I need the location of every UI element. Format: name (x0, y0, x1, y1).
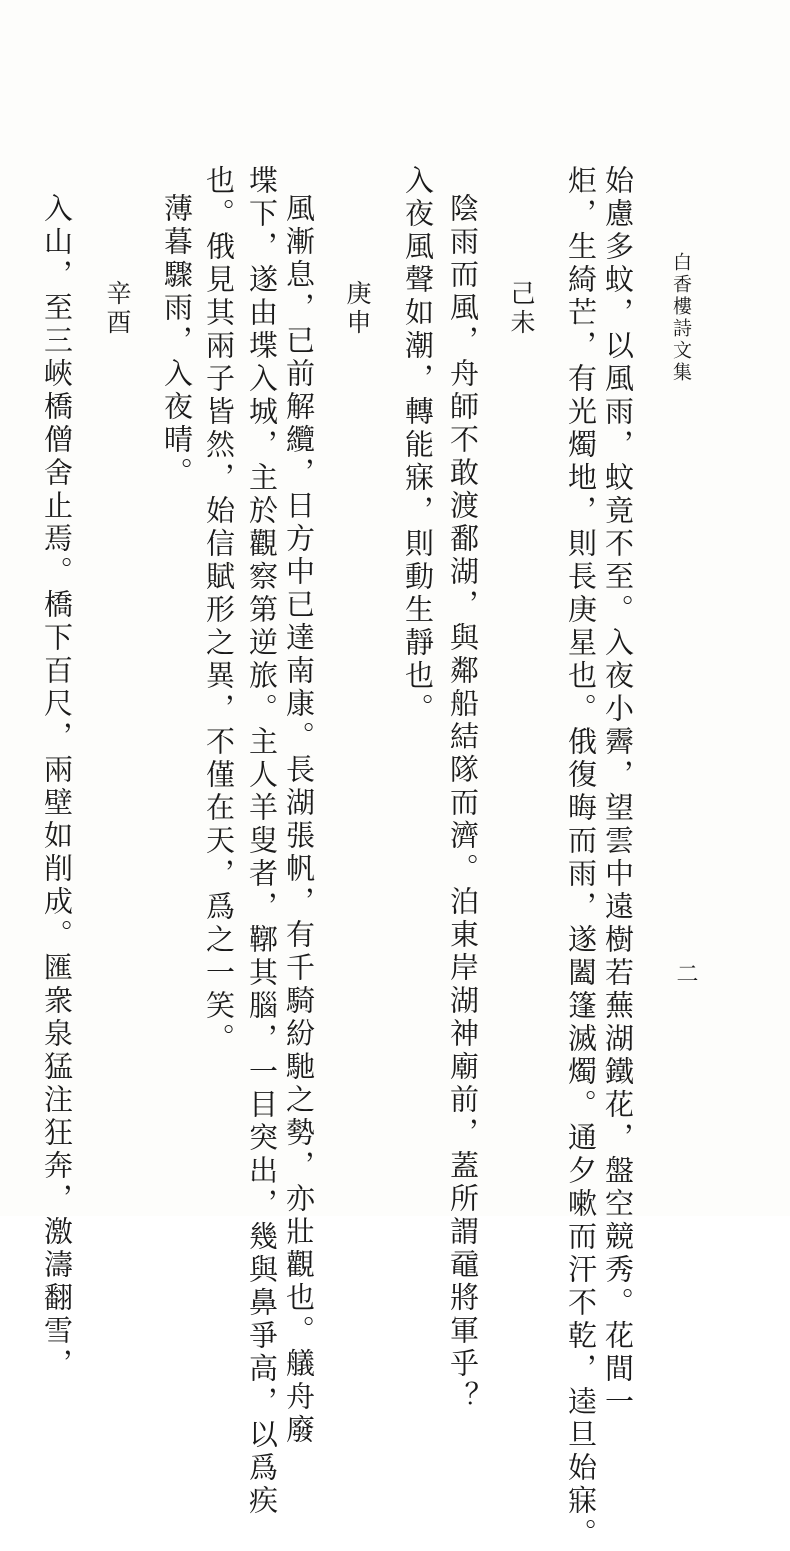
page-number: 二 (673, 962, 698, 984)
text-column: 始慮多蚊，以風雨，蚊竟不至。入夜小霽，望雲中遠樹若蕪湖鐵花，盤空競秀。花間一 (601, 165, 635, 1419)
text-column: 薄暮驟雨，入夜晴。 (160, 193, 194, 490)
date-heading: 辛酉 (103, 280, 132, 338)
running-header-title: 白香樓詩文集 (670, 252, 692, 384)
text-column: 炬，生綺芒，有光燭地，則長庚星也。俄復晦而雨，遂闔篷滅燭。通夕嗽而汗不乾，逵旦始寐。 (564, 165, 598, 1551)
date-heading: 己未 (507, 280, 536, 338)
text-column: 陰雨而風，舟師不敢渡鄱湖，與鄰船結隊而濟。泊東岸湖神廟前，蓋所謂黿將軍乎？ (446, 193, 480, 1414)
date-heading: 庚申 (343, 280, 372, 338)
text-column: 也。俄見其兩子皆然，始信賦形之異，不僅在天，爲之一笑。 (202, 165, 236, 1056)
text-column: 風漸息，已前解纜，日方中已達南康。長湖張帆，有千騎紛馳之勢，亦壯觀也。艤舟廢 (282, 193, 316, 1447)
text-column: 入山，至三峽橋僧舍止焉。橋下百尺，兩壁如削成。匯衆泉猛注狂奔，激濤翻雪， (40, 193, 74, 1381)
text-column: 堞下，遂由堞入城，主於觀察第逆旅。主人羊叟者，鞹其腦，一目突出，幾與鼻爭高，以爲疾 (245, 165, 279, 1518)
text-column: 入夜風聲如潮，轉能寐，則動生靜也。 (401, 165, 435, 726)
